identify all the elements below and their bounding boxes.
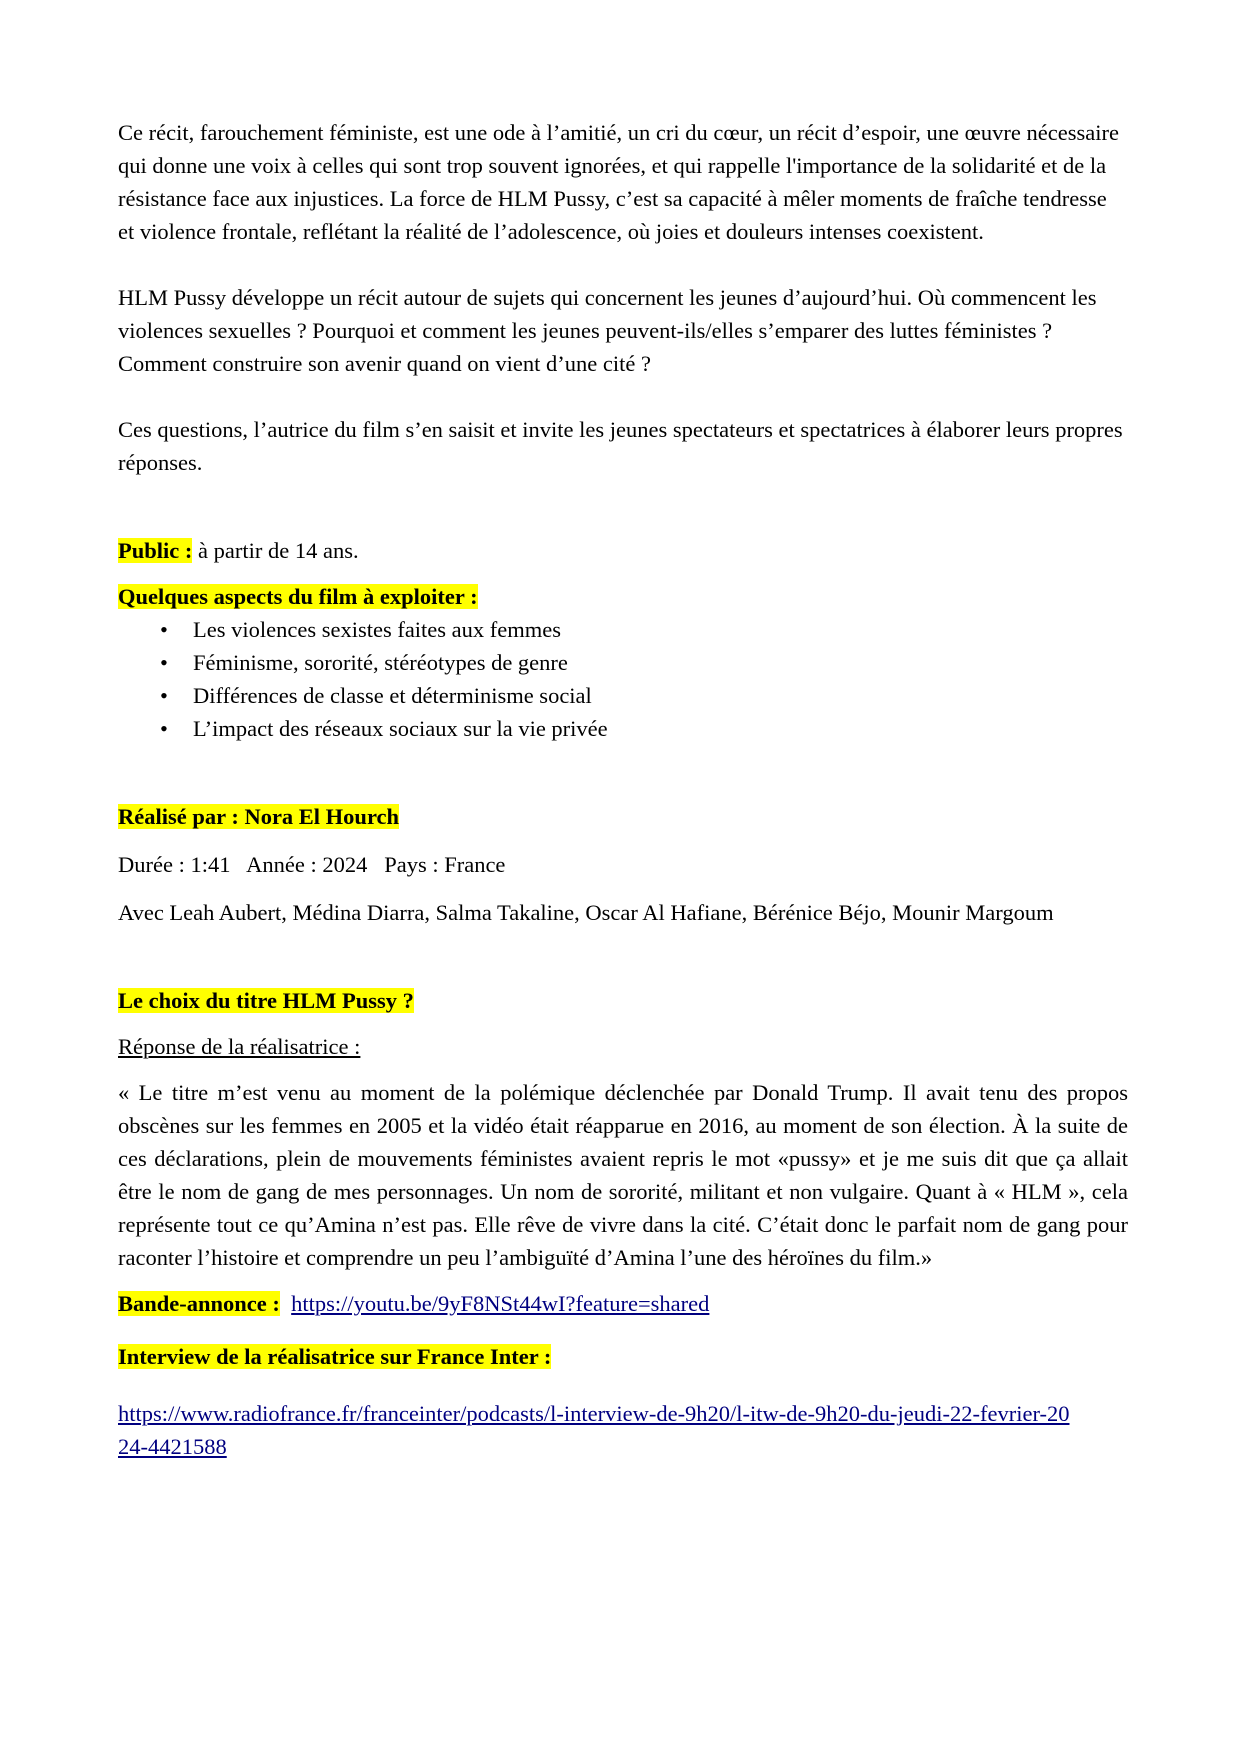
public-label: Public : (118, 538, 193, 563)
document-page (118, 116, 1128, 1463)
interview-link[interactable]: https://www.radiofrance.fr/franceinter/podcasts/l-interview-de-9h20/l-itw-de-9h20-du-jeudi-22-fevrier-2024-4421588 (118, 1401, 1070, 1459)
interview-label: Interview de la réalisatrice sur France Inter : (118, 1344, 552, 1369)
list-item-text: L’impact des réseaux sociaux sur la vie privée (193, 716, 608, 741)
list-item-text: Les violences sexistes faites aux femmes (193, 617, 562, 642)
list-item (118, 613, 1128, 646)
intro-paragraph-3: Ces questions, l’autrice du film s’en saisit et invite les jeunes spectateurs et spectatrices à élaborer leurs propres réponses. (118, 417, 1123, 475)
cast-list: Avec Leah Aubert, Médina Diarra, Salma Takaline, Oscar Al Hafiane, Bérénice Béjo, Mounir Margoum (118, 900, 1054, 925)
bullet-icon: • (160, 650, 168, 675)
aspects-list (118, 613, 1128, 745)
list-item (118, 646, 1128, 679)
trailer-label: Bande-annonce : (118, 1291, 280, 1316)
director-credit: Réalisé par : Nora El Hourch (118, 804, 400, 829)
intro-paragraph-1: Ce récit, farouchement féministe, est une ode à l’amitié, un cri du cœur, un récit d’espoir, une œuvre nécessaire qui donne une voix à celles qui sont trop souvent ignorées, et qui rappelle l'importance de la solidarité et de la résistance face aux injustices. La force de HLM Pussy, c’est sa capacité à mêler moments de fraîche tendresse et violence frontale, reflétant la réalité de l’adolescence, où joies et douleurs intenses coexistent. (118, 120, 1119, 244)
bullet-icon: • (160, 683, 168, 708)
intro-paragraph-2: HLM Pussy développe un récit autour de sujets qui concernent les jeunes d’aujourd’hui. Où commencent les violences sexuelles ? Pourquoi et comment les jeunes peuvent-ils/elles s’emparer des luttes féministes ? Comment construire son avenir quand on vient d’une cité ? (118, 285, 1097, 376)
list-item (118, 712, 1128, 745)
list-item (118, 679, 1128, 712)
interview-link-line (118, 1397, 1078, 1463)
director-quote: « Le titre m’est venu au moment de la polémique déclenchée par Donald Trump. Il avait tenu des propos obscènes sur les femmes en 2005 et la vidéo était réapparue en 2016, au moment de son élection. À la suite de ces déclarations, plein de mouvements féministes avaient repris le mot «pussy» et je me suis dit que ça allait être le nom de gang de mes personnages. Un nom de sororité, militant et non vulgaire. Quant à « HLM », cela représente tout ce qu’Amina n’est pas. Elle rêve de vivre dans la cité. C’était donc le parfait nom de gang pour raconter l’histoire et comprendre un peu l’ambiguïté d’Amina l’une des héroïnes du film.» (118, 1080, 1128, 1270)
trailer-link[interactable]: https://youtu.be/9yF8NSt44wI?feature=shared (291, 1291, 710, 1316)
public-line (118, 534, 1128, 567)
response-heading: Réponse de la réalisatrice : (118, 1034, 361, 1059)
bullet-icon: • (160, 617, 168, 642)
bullet-icon: • (160, 716, 168, 741)
response-heading-line (118, 1030, 1128, 1063)
trailer-line (118, 1287, 1128, 1320)
interview-heading-line (118, 1340, 1128, 1373)
list-item-text: Féminisme, sororité, stéréotypes de genre (193, 650, 568, 675)
public-value: à partir de 14 ans. (192, 538, 359, 563)
title-choice-heading: Le choix du titre HLM Pussy ? (118, 988, 414, 1013)
title-choice-heading-line (118, 984, 1128, 1017)
aspects-heading-line (118, 580, 1128, 613)
director-line (118, 800, 1128, 833)
film-details: Durée : 1:41 Année : 2024 Pays : France (118, 852, 506, 877)
aspects-heading: Quelques aspects du film à exploiter : (118, 584, 478, 609)
list-item-text: Différences de classe et déterminisme social (193, 683, 592, 708)
